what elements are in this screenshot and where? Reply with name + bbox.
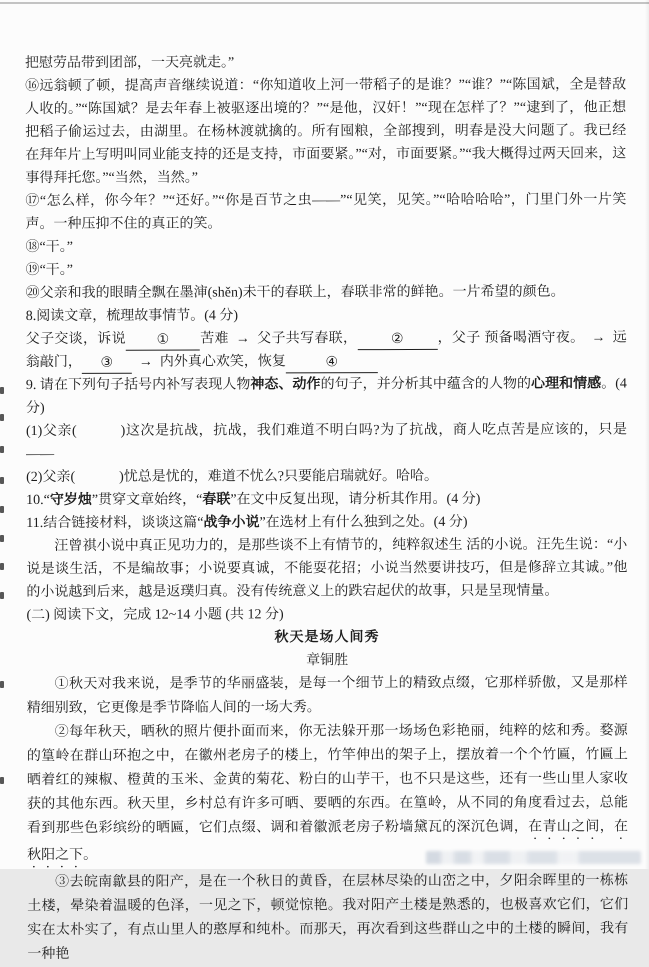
page-edge-mark — [0, 477, 4, 484]
question-11-text: ”在选材上有什么独到之处。(4 分) — [259, 515, 467, 531]
question-9-bold-1: 神态、动作 — [250, 377, 320, 392]
circled-number-2: ② — [391, 332, 404, 347]
question-9-item-1 — [26, 418, 627, 466]
question-10-text: ”在文中反复出现，请分析其作用。(4 分) — [230, 492, 480, 508]
continued-dialogue-line: 把慰劳品带到团部，一天亮就走。” — [25, 50, 626, 75]
flow-text-1: 父子交谈，诉说 — [26, 332, 126, 347]
section-2-heading: (二) 阅读下文，完成 12~14 小题 (共 12 分) — [26, 602, 627, 627]
page-edge-mark — [0, 535, 4, 542]
flow-blank-1 — [126, 331, 200, 351]
flow-text-6: 内外真心欢笑，恢复 — [160, 354, 286, 369]
page-edge-mark — [0, 446, 4, 453]
flow-blank-3 — [82, 354, 132, 374]
essay-author: 章铜胜 — [27, 648, 628, 673]
essay-title: 秋天是场人间秀 — [27, 625, 628, 650]
paragraph-20: ⑳父亲和我的眼睛全飘在墨渖(shěn)未干的春联上，春联非常的鲜艳。一片希望的颜色。 — [26, 280, 627, 305]
essay-paragraph-3: ③去皖南歙县的阳产，是在一个秋日的黄昏，在层林尽染的山峦之中，夕阳余晖里的一栋栋土楼，晕染着温暖的色泽，一见之下，顿觉惊艳。我对阳产土楼是熟悉的，也极喜欢它们，它们实在太朴实了，有点山里人的憨厚和纯朴。而那天，再次看到这些群山之中的土楼的瞬间，我有一种艳 — [27, 869, 628, 967]
flow-blank-2 — [357, 330, 437, 350]
paragraph-17: ⑰“怎么样，你今年？”“还好。”“你是百节之虫——”“见笑，见笑。”“哈哈哈哈”，门里门外一片笑声。一种压抑不住的真正的笑。 — [25, 188, 626, 236]
page-edge-mark — [0, 563, 4, 570]
link-material-paragraph: 汪曾祺小说中真正见功力的，是那些谈不上有情节的，纯粹叙述生 活的小说。汪先生说：“小说是谈生活，不是编故事；小说要真诚，不能耍花招；小说当然要讲技巧，但是修辞立其诚。”他的小说越到后来，越是返璞归真。没有传统意义上的跌宕起伏的故事，只是呈现情量。 — [26, 533, 627, 604]
arrow-icon: → — [584, 330, 612, 345]
question-10-text: ”贯穿文章始终，“ — [92, 493, 202, 508]
flow-text-2: 苦难 — [200, 331, 229, 346]
paragraph-19: ⑲“干。” — [26, 257, 627, 282]
item-2-text: )忧总是忧的，难道不忧么?只要能启瑞就好。哈哈。 — [119, 469, 438, 485]
item-2-text: (2)父亲( — [26, 470, 75, 485]
question-10-bold-2: 春联 — [202, 492, 230, 507]
page-edge-mark — [0, 414, 4, 421]
photo-top-edge — [0, 2, 649, 4]
essay-paragraph-2-period: 。 — [83, 848, 97, 863]
question-8-label: 8.阅读文章，梳理故事情节。(4 分) — [26, 303, 627, 328]
arrow-icon: → — [229, 331, 257, 346]
question-9-text: 的句子，并分析其中蕴含的人物的 — [321, 377, 532, 393]
question-9-text: 9. 请在下列句子括号内补写表现人物 — [26, 377, 251, 393]
question-11-label — [26, 510, 627, 535]
flow-text-4: ，父子 预备喝酒守夜。 — [437, 331, 584, 346]
page-edge-mark — [0, 777, 4, 784]
photo-right-shade — [645, 0, 649, 869]
essay-paragraph-2-emphasized: 在青山之间，在秋阳之下 — [27, 819, 628, 863]
faint-watermark — [426, 851, 641, 864]
paragraph-16: ⑯远翁顿了顿，提高声音继续说道：“你知道收上河一带稻子的是谁？”“谁？”“陈国斌，全是替敌人收的。”“陈国斌？是去年春上被驱逐出境的？”“是他，汉奸！”“现在怎样了？”“逮到了，他正想把稻子偷运过去，由湖里。在杨林渡就擒的。所有囤粮，全部搜到，明春是没大问题了。我已经在拜年片上写明叫同业能支持的还是支持，市面要紧。”“对，市面要紧。”“我大概得过两天回来，这事得拜托您。”“当然，当然。” — [25, 73, 626, 190]
circled-number-1: ① — [157, 333, 170, 348]
circled-number-3: ③ — [101, 356, 114, 371]
flow-text-5: 远翁敲门， — [26, 330, 627, 370]
page-edge-mark — [0, 506, 4, 513]
question-10-text: 10.“ — [26, 493, 50, 508]
essay-paragraph-2-text: ②每年秋天，晒秋的照片便扑面而来，你无法躲开那一场场色彩艳丽，纯粹的炫和秀。婺源的篁岭在群山环抱之中，在徽州老房子的楼上，竹竿伸出的架子上，摆放着一个个竹匾，竹匾上晒着红的辣椒、橙黄的玉米、金黄的菊花、粉白的山芋干，也不只是这些，还有一些山里人家收获的其他东西。秋天里，乡村总有许多可晒、要晒的东西。在篁岭，从不同的角度看过去，总能看到那些色彩缤纷的晒匾，它们点缀、调和着徽派老房子粉墙黛瓦的深沉色调， — [27, 723, 628, 836]
flow-blank-4 — [286, 353, 378, 373]
question-9-label — [26, 372, 627, 420]
page-edge-mark — [0, 592, 4, 599]
question-10-bold-1: 守岁烛 — [50, 493, 92, 508]
question-11-text: 11.结合链接材料，谈谈这篇“ — [26, 516, 203, 531]
essay-paragraph-1: ①秋天对我来说，是季节的华丽盛装，是每一个细节上的精致点缀，它那样骄傲，又是那样精细别致，它更像是季节降临人间的一场大秀。 — [27, 671, 628, 721]
question-11-bold: 战争小说 — [203, 515, 259, 530]
question-9-text: 。(4 分) — [26, 376, 627, 416]
question-9-item-2 — [26, 464, 627, 489]
question-9-bold-2: 心理和情感 — [531, 376, 601, 391]
essay-paragraph-2 — [27, 719, 628, 871]
page-edge-mark — [0, 387, 4, 394]
question-8-flowchart — [26, 326, 627, 374]
arrow-icon: → — [132, 355, 160, 370]
question-10-label — [26, 487, 627, 512]
flow-text-3: 父子共写春联， — [257, 331, 357, 346]
paragraph-18: ⑱“干。” — [25, 234, 626, 259]
item-1-text: )这次是抗战，抗战，我们难道不明白吗?为了抗战，商人吃点苦是应该的，只是—— — [26, 422, 627, 462]
page-edge-mark — [0, 681, 4, 688]
exam-content — [25, 50, 628, 967]
item-1-text: (1)父亲( — [26, 424, 77, 439]
circled-number-4: ④ — [326, 355, 339, 370]
